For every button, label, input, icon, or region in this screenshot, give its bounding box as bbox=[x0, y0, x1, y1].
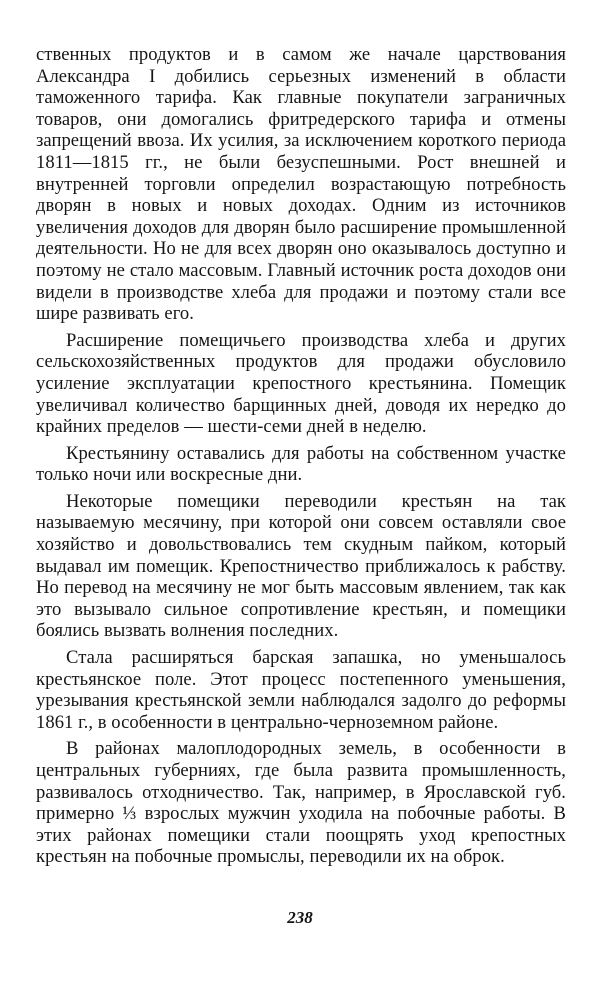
paragraph-peasant-time: Крестьянину оставались для работы на собственном участке только ночи или воскресные дни. bbox=[36, 442, 566, 486]
paragraph-barskaya-zapashka: Стала расширяться барская запашка, но уменьшалось крестьянское поле. Этот процесс постепенного уменьшения, урезывания крестьянской земли наблюдался задолго до реформы 1861 г., в особенности в центрально-черноземном районе. bbox=[36, 647, 566, 733]
paragraph-otkhodnichestvo: В районах малоплодородных земель, в особенности в центральных губерниях, где была развита промышленность, развивалось отходничество. Так, например, в Ярославской губ. примерно ⅓ взрослых мужчин уходила на побочные работы. В этих районах помещики стали поощрять уход крепостных крестьян на побочные промыслы, переводили их на оброк. bbox=[36, 738, 566, 868]
page-number: 238 bbox=[287, 908, 313, 927]
page-body bbox=[36, 44, 566, 873]
paragraph-continuation: ственных продуктов и в самом же начале царствования Александра I добились серьезных изменений в области таможенного тарифа. Как главные покупатели заграничных товаров, они домогались фритредерского тарифа и отмены запрещений ввоза. Их усилия, за исключением короткого периода 1811—1815 гг., не были безуспешными. Рост внешней и внутренней торговли определил возрастающую потребность дворян в новых и новых доходах. Одним из источников увеличения доходов для дворян было расширение промышленной деятельности. Но не для всех дворян оно оказывалось доступно и поэтому не стало массовым. Главный источник роста доходов они видели в производстве хлеба для продажи и поэтому стали все шире развивать его. bbox=[36, 44, 566, 325]
paragraph-grain-production: Расширение помещичьего производства хлеба и других сельскохозяйственных продуктов для продажи обусловило усиление эксплуатации крепостного крестьянина. Помещик увеличивал количество барщинных дней, доводя их нередко до крайних пределов — шести-семи дней в неделю. bbox=[36, 329, 566, 438]
paragraph-mesyachina: Некоторые помещики переводили крестьян на так называемую месячину, при которой они совсем оставляли свое хозяйство и довольствовались тем скудным пайком, который выдавал им помещик. Крепостничество приближалось к рабству. Но перевод на месячину не мог быть массовым явлением, так как это вызывало сильное сопротивление крестьян, и помещики боялись вызвать волнения последних. bbox=[36, 490, 566, 642]
